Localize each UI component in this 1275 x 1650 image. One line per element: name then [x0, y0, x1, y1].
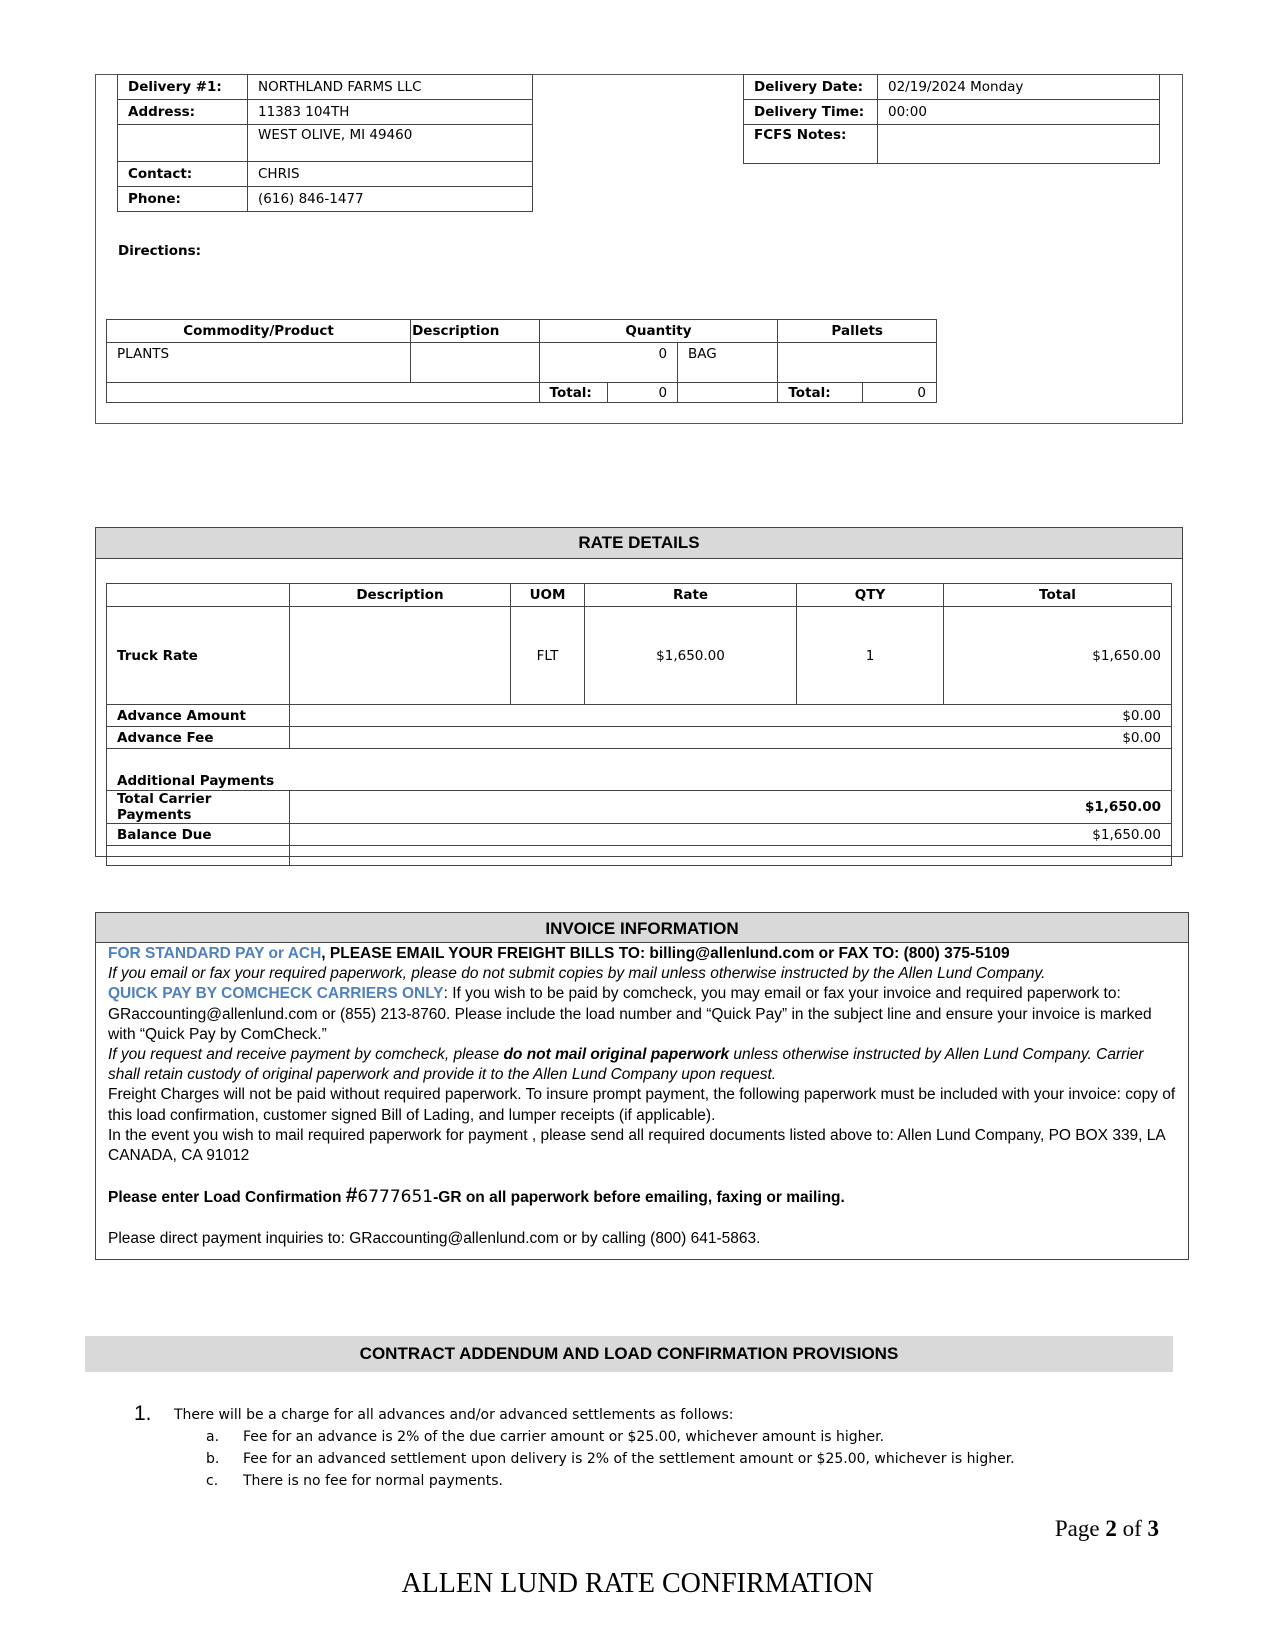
freight-charges-note: Freight Charges will not be paid without required paperwork. To insure prompt payment, the following paperwork must be included with your invoice: copy of this load confirmation, customer signed Bill of Lading, and lumper receipts (if applicable). [108, 1086, 1176, 1124]
truck-rate-description [290, 607, 511, 705]
rate-uom-header: UOM [511, 584, 585, 607]
delivery-stop-row [118, 75, 533, 100]
truck-rate-uom: FLT [511, 607, 585, 705]
rate-table [106, 583, 1172, 866]
commodity-pallets-cell [778, 343, 937, 383]
quick-pay-paragraph [108, 984, 1176, 1045]
provision-subitem-text-a: Fee for an advance is 2% of the due carrier amount or $25.00, whichever amount is higher. [243, 1429, 885, 1445]
commodity-product-header: Commodity/Product [107, 320, 411, 343]
commodity-pallets-header: Pallets [778, 320, 937, 343]
provision-subitem-text-c: There is no fee for normal payments. [243, 1473, 503, 1489]
provision-number: 1. [134, 1402, 152, 1425]
delivery-contact-value: CHRIS [248, 162, 533, 187]
provision-subitem-marker-a: a. [206, 1429, 220, 1445]
advance-amount-row [107, 705, 1172, 727]
delivery-info-table [117, 74, 533, 212]
delivery-time-label: Delivery Time: [744, 100, 878, 125]
rate-details-title: RATE DETAILS [96, 528, 1182, 559]
delivery-time-row [744, 100, 1160, 125]
delivery-phone-label: Phone: [118, 187, 248, 212]
delivery-address-blank [118, 125, 248, 162]
rate-header-blank [107, 584, 290, 607]
fcfs-notes-label: FCFS Notes: [744, 125, 878, 164]
delivery-phone-value: (616) 846-1477 [248, 187, 533, 212]
truck-rate-qty: 1 [797, 607, 944, 705]
delivery-phone-row [118, 187, 533, 212]
quantity-total-label: Total: [539, 383, 607, 403]
quantity-total-value: 0 [607, 383, 677, 403]
advance-fee-label: Advance Fee [107, 727, 290, 749]
rate-total-header: Total [944, 584, 1172, 607]
delivery-stop-value: NORTHLAND FARMS LLC [248, 75, 533, 100]
pallets-total-label: Total: [778, 383, 862, 403]
balance-due-label: Balance Due [107, 824, 290, 846]
fcfs-notes-value [878, 125, 1160, 164]
standard-pay-line [108, 944, 1176, 964]
advance-fee-value: $0.00 [290, 727, 1172, 749]
truck-rate-row [107, 607, 1172, 705]
page-number [1055, 1516, 1159, 1542]
truck-rate-label: Truck Rate [107, 607, 290, 705]
load-confirmation-suffix: -GR on all paperwork before emailing, faxing or mailing. [433, 1189, 845, 1207]
total-carrier-payments-label: Total Carrier Payments [107, 791, 290, 824]
invoice-information-title: INVOICE INFORMATION [96, 913, 1188, 943]
quick-pay-lead: QUICK PAY BY COMCHECK CARRIERS ONLY [108, 985, 444, 1003]
comcheck-note-b: unless otherwise instructed by Allen Lund Company. Carrier shall retain custody of original paperwork and provide it to the Allen Lund Company upon request. [108, 1046, 1144, 1084]
provision-subitem-marker-c: c. [206, 1473, 219, 1489]
email-note: If you email or fax your required paperwork, please do not submit copies by mail unless otherwise instructed by the Allen Lund Company. [108, 965, 1046, 983]
delivery-date-label: Delivery Date: [744, 75, 878, 100]
commodity-total-blank [107, 383, 540, 403]
commodity-quantity-cell: 0 [539, 343, 677, 383]
delivery-contact-row [118, 162, 533, 187]
delivery-address-label: Address: [118, 100, 248, 125]
directions-label: Directions: [118, 243, 202, 259]
commodity-description-cell [411, 343, 539, 383]
rate-qty-header: QTY [797, 584, 944, 607]
additional-payments-label: Additional Payments [107, 749, 1172, 791]
rate-empty-cell-1 [107, 846, 290, 866]
balance-due-value: $1,650.00 [290, 824, 1172, 846]
delivery-schedule-table [743, 74, 1160, 164]
advance-fee-row [107, 727, 1172, 749]
commodity-unit-cell: BAG [678, 343, 778, 383]
comcheck-note-a: If you request and receive payment by comcheck, please [108, 1046, 504, 1064]
delivery-contact-label: Contact: [118, 162, 248, 187]
load-confirmation-number: 6777651 [357, 1187, 434, 1208]
commodity-total-row [107, 383, 937, 403]
commodity-table [106, 319, 937, 403]
comcheck-note [108, 1045, 1176, 1085]
provision-text: There will be a charge for all advances and/or advanced settlements as follows: [174, 1407, 734, 1423]
invoice-body [96, 943, 1188, 1251]
truck-rate-total: $1,650.00 [944, 607, 1172, 705]
quantity-total-blank [678, 383, 778, 403]
load-confirmation-line [108, 1186, 1176, 1208]
pallets-total-value: 0 [862, 383, 936, 403]
fcfs-notes-row [744, 125, 1160, 164]
comcheck-note-bold: do not mail original paperwork [503, 1046, 730, 1064]
provision-subitem-marker-b: b. [206, 1451, 220, 1467]
delivery-address-line2: WEST OLIVE, MI 49460 [248, 125, 533, 162]
rate-header-row [107, 584, 1172, 607]
total-carrier-payments-row [107, 791, 1172, 824]
rate-empty-cell-2 [290, 846, 1172, 866]
page-of: of [1116, 1516, 1148, 1541]
commodity-header-row [107, 320, 937, 343]
invoice-information-section [95, 912, 1189, 1260]
provision-subitem-text-b: Fee for an advanced settlement upon delivery is 2% of the settlement amount or $25.00, whichever is higher. [243, 1451, 1015, 1467]
quick-pay-rest: : If you wish to be paid by comcheck, you may email or fax your invoice and required paperwork to: GRaccounting@allenlund.com or (855) 213-8760. Please include the load number and “Quick Pay” in the subject line and ensure your invoice is marked with “Quick Pay by ComCheck.” [108, 985, 1152, 1043]
load-confirmation-hash: # [345, 1184, 358, 1208]
delivery-time-value: 00:00 [878, 100, 1160, 125]
commodity-quantity-header: Quantity [539, 320, 778, 343]
truck-rate-rate: $1,650.00 [585, 607, 797, 705]
page-total: 3 [1147, 1516, 1159, 1541]
contract-addendum-title: CONTRACT ADDENDUM AND LOAD CONFIRMATION PROVISIONS [85, 1336, 1173, 1372]
additional-payments-row [107, 749, 1172, 791]
delivery-address-row-2 [118, 125, 533, 162]
rate-description-header: Description [290, 584, 511, 607]
rate-empty-row [107, 846, 1172, 866]
delivery-address-line1: 11383 104TH [248, 100, 533, 125]
load-confirmation-prefix: Please enter Load Confirmation [108, 1189, 346, 1207]
delivery-date-value: 02/19/2024 Monday [878, 75, 1160, 100]
commodity-row [107, 343, 937, 383]
delivery-stop-label: Delivery #1: [118, 75, 248, 100]
rate-rate-header: Rate [585, 584, 797, 607]
page-prefix: Page [1054, 1516, 1106, 1541]
advance-amount-label: Advance Amount [107, 705, 290, 727]
total-carrier-payments-value: $1,650.00 [290, 791, 1172, 824]
standard-pay-lead: FOR STANDARD PAY or ACH [108, 945, 322, 962]
document-title: ALLEN LUND RATE CONFIRMATION [401, 1568, 874, 1599]
advance-amount-value: $0.00 [290, 705, 1172, 727]
delivery-date-row [744, 75, 1160, 100]
delivery-address-row [118, 100, 533, 125]
balance-due-row [107, 824, 1172, 846]
mail-instructions: In the event you wish to mail required paperwork for payment , please send all required documents listed above to: Allen Lund Company, PO BOX 339, LA CANADA, CA 91012 [108, 1126, 1165, 1165]
commodity-description-header: Description [411, 320, 539, 343]
standard-pay-rest: , PLEASE EMAIL YOUR FREIGHT BILLS TO: billing@allenlund.com or FAX TO: (800) 375-5109 [321, 945, 1010, 962]
commodity-product-cell: PLANTS [107, 343, 411, 383]
page-current: 2 [1105, 1516, 1117, 1541]
payment-inquiries: Please direct payment inquiries to: GRaccounting@allenlund.com or by calling (800) 641-5863. [108, 1230, 761, 1248]
